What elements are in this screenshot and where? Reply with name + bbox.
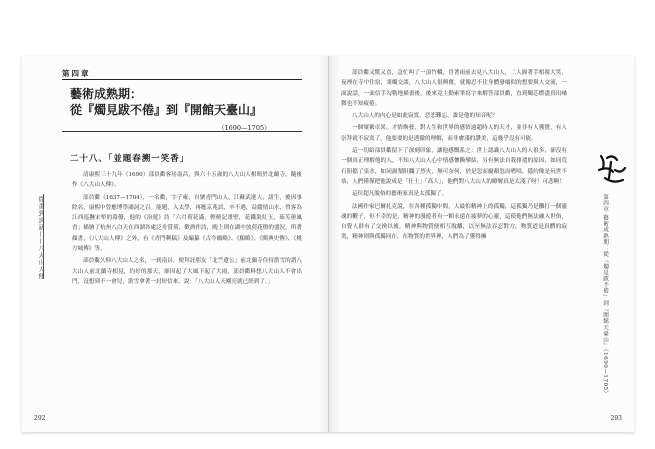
right-side-label: 第四章 藝術成熟期：從『燭見跋不倦』到『開館天臺山』（1690—1705）: [602, 194, 608, 397]
paragraph: 部員衢久仰八大山人之名，一到南昌，便拜託朋友「北竺遺公」前北蘭寺住持澹雪的謂八大山人前北蘭寺相見，約好的那天，卻因起了大風下起了大雨，部員衢料想八大山人不會出門，沒想到不一會兒，澹雪拿著一封短信來，說：「八大山人天剛亮就已經到了，」: [72, 258, 302, 285]
paragraph: 這位超凡脫俗的藝術家真是太孤獨了。: [352, 191, 448, 198]
left-page: [22, 56, 329, 432]
left-side-label: 從畫到詞話——八大山人傳: [37, 196, 44, 280]
paragraph: 法國作家巴爾扎克說，在各種孤獨中間，人最怕精神上的孤獨，這孤獨乃是攤打一個靈魂的鞭子，但不幸的是，精神的漫遊者有一顆永遠在疲夢的心靈，這使他們無法融入世俗，自覺人群有了交換以後，精神與物質便相互脫離，以至無法吞忍對方，物質道是真體的寂寞，精神則與孤獨同在，在物質的世界裡，人們為了獲得擁: [341, 203, 567, 241]
paragraph: 一個窠縈卓異，才情煥發，對人生和世界的感悟遠超時人的天才，並非有人獲贊，有人崇拜就不寂寞了，他要要的是透徹的理解，而非膚淺的讚美，這幾乎沒有可能。: [341, 125, 567, 142]
right-body-text: [341, 68, 567, 245]
paragraph: 清康熙三十九年（1690）部員衢客居南昌，與六十五歲的八大山人相晤於北蘭寺，隨後作《八大山人傳》。: [72, 172, 302, 189]
calligraphy-seal-icon: [591, 148, 631, 188]
chapter-title: [70, 86, 300, 118]
section-title: 二十八、「並題春溯一笑香」: [70, 154, 190, 164]
top-rule: [62, 79, 302, 80]
paragraph: 部員衢（1637—1704），一名衢，字子雍，自號青門山人，江蘇武進人，諸生，後因事除名，康熙中曾應博學鴻詞之召。能題，入太學，再應京兆試，卒不遇，益縱情山水，曾客為江西巡撫宋犖的幕僚，他的《治遊》詩「六月荷花滿，輕橈記畫壁，花鐵裝紅玉，茹芙蕙風香」描繪了杭州八白天在西湖各處泛舟賞荷，歡酒作詩，晚上則在湖中放荷花燈的盛況，所著顏書，《八大山人傳》之外，有《青門剩稿》及編纂《古今願略》、《願略》、《閩典史傳》、《桃方城傳》等。: [72, 194, 302, 253]
chapter-title-line-2: 從『燭見跋不倦』到『開館天臺山』: [70, 103, 263, 117]
right-page: [329, 56, 634, 432]
title-rule: [62, 131, 302, 132]
paragraph: 部員衢又驚又喜，急忙叫了一頂竹轎，冒著雨前去見八大山人，二人握著手相視大笑，夜裡在寺中住宿，秉燭交談，八大山人很興奮，就像忍不住身體發癢似的想要與人交流，一面說話，一面信手勾勒地描畫後，後來竟主動索筆寫字來解答部員衢，直到燭芯燃盡真出嗓微也不知疲倦。: [341, 70, 567, 107]
right-page-number: 293: [610, 415, 622, 422]
chapter-tag: 第四章: [62, 69, 91, 78]
book-spread: [22, 56, 634, 432]
left-body-text: [72, 170, 302, 289]
chapter-years: （1690—1705）: [218, 124, 271, 132]
left-page-number: 292: [34, 415, 46, 422]
paragraph: 這一切給部員衢留下了深刻印象，讓他感慨系之：世上認識八大山人的人很多，卻沒有一個真正理解他的人，不知八大山人心中情感懷撕攣結，另有無法自我排遣的原因，如同荒石阻擋了泉水，如同渦梨阻攔了烈火，無可奈何，於是忽而癡顛忽而嗜啞，隱約像是玩世不恭，人們僅僅把他說成是「狂士」「高人」，他們對八大山人的瞭解真是太淺了呀！可悲啊！: [341, 148, 567, 185]
paragraph: 八大山人的內心是如此寂寞，恋恋難忘，誰是他的知音呢？: [352, 113, 498, 120]
chapter-title-line-1: 藝術成熟期：: [70, 87, 143, 101]
